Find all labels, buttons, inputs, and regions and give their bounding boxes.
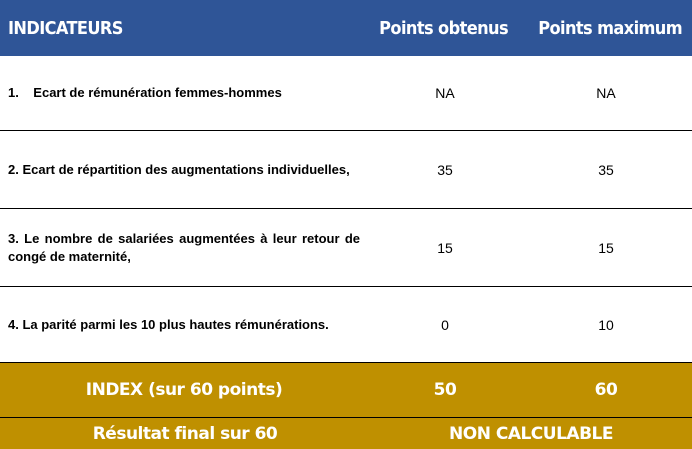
index-label: INDEX (sur 60 points) — [85, 380, 283, 400]
points-obtained: NA — [435, 85, 455, 101]
header-points-maximum: Points maximum — [538, 17, 682, 39]
points-maximum: 35 — [598, 161, 614, 178]
points-obtained: 15 — [437, 239, 453, 256]
table-header — [0, 0, 692, 56]
final-result-value: NON CALCULABLE — [449, 423, 613, 444]
final-result-label: Résultat final sur 60 — [92, 423, 278, 444]
indicator-label: 4. La parité parmi les 10 plus hautes rémunérations. — [8, 316, 329, 332]
header-points-obtained: Points obtenus — [379, 17, 508, 39]
points-obtained: 35 — [437, 161, 453, 178]
table-row — [0, 56, 692, 131]
index-maximum: 60 — [594, 380, 618, 400]
indicator-label: 3. Le nombre de salariées augmentées à leur retour de congé de maternité, — [8, 230, 360, 264]
points-maximum: 10 — [598, 316, 614, 333]
index-row — [0, 363, 692, 418]
points-maximum: NA — [596, 85, 616, 101]
table-row — [0, 287, 692, 363]
index-obtained: 50 — [433, 380, 457, 400]
indicator-label: 2. Ecart de répartition des augmentations individuelles, — [8, 161, 350, 177]
table-row — [0, 209, 692, 287]
header-indicators: INDICATEURS — [8, 17, 123, 39]
points-obtained: 0 — [441, 316, 449, 333]
points-maximum: 15 — [598, 239, 614, 256]
table-row — [0, 131, 692, 209]
indicator-label: 1. Ecart de rémunération femmes-hommes — [8, 85, 282, 100]
final-result-row — [0, 418, 692, 449]
